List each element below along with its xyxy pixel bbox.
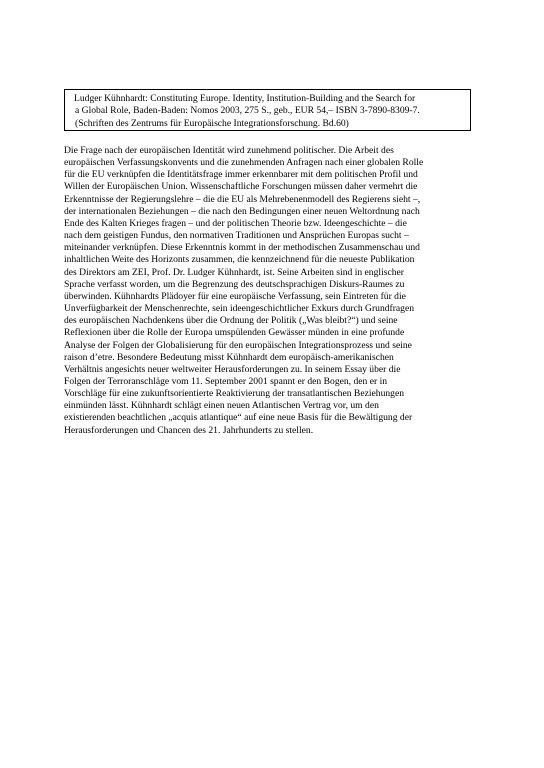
- review-line: Ende des Kalten Krieges fragen – und der politischen Theorie bzw. Ideengeschichte – die: [64, 217, 407, 229]
- review-line: überwinden. Kühnhardts Plädoyer für eine europäische Verfassung, sein Eintreten für die: [64, 290, 406, 302]
- review-line: der internationalen Beziehungen – die nach den Bedingungen einer neuen Weltordnung nach: [64, 205, 420, 217]
- citation-line: (Schriften des Zentrums für Europäische Integrationsforschung. Bd.60): [75, 117, 349, 129]
- review-line: Sprache verfasst worden, um die Begrenzung des deutschsprachigen Diskurs-Raumes zu: [64, 278, 405, 290]
- book-citation-box: [64, 89, 471, 131]
- review-line: einmünden lässt. Kühnhardt schlägt einen neuen Atlantischen Vertrag vor, um den: [64, 400, 379, 412]
- review-line: Analyse der Folgen der Globalisierung für den europäischen Integrationsprozess und seine: [64, 339, 412, 351]
- review-line: Verhältnis angesichts neuer weltweiter Herausforderungen zu. In seinem Essay über die: [64, 363, 401, 375]
- citation-line: a Global Role, Baden-Baden: Nomos 2003, 275 S., geb., EUR 54,– ISBN 3-7890-8309-7.: [75, 105, 420, 117]
- review-line: nach dem geistigen Fundus, den normativen Traditionen und Ansprüchen Europas sucht –: [64, 230, 409, 242]
- review-line: Erkenntnisse der Regierungslehre – die die EU als Mehrebenenmodell des Regierens sieht –,: [64, 193, 421, 205]
- review-line: des europäischen Nachdenkens über die Ordnung der Politik („Was bleibt?“) und seine: [64, 315, 398, 327]
- review-line: Vorschläge für eine zukunftsorientierte Reaktivierung der transatlantischen Beziehungen: [64, 388, 405, 400]
- review-line: Reflexionen über die Rolle der Europa umspülenden Gewässer münden in eine profunde: [64, 327, 405, 339]
- review-line: für die EU verknüpfen die Identitätsfrage immer erkennbarer mit dem politischen Profil und: [64, 169, 418, 181]
- review-line: inhaltlichen Weite des Horizonts zusammen, die kennzeichnend für die neueste Publikation: [64, 254, 415, 266]
- review-line: europäischen Verfassungskonvents und die zunehmenden Anfragen nach einer globalen Rolle: [64, 157, 424, 169]
- review-line: des Direktors am ZEI, Prof. Dr. Ludger Kühnhardt, ist. Seine Arbeiten sind in englischer: [64, 266, 404, 278]
- review-line: Willen der Europäischen Union. Wissenschaftliche Forschungen müssen daher vermehrt die: [64, 181, 418, 193]
- review-line: Unverfügbarkeit der Menschenrechte, sein ideengeschichtlicher Exkurs durch Grundfragen: [64, 303, 415, 315]
- review-line: Die Frage nach der europäischen Identität wird zunehmend politischer. Die Arbeit des: [64, 145, 394, 156]
- review-line: raison d’etre. Besondere Bedeutung misst Kühnhardt dem europäisch-amerikanischen: [64, 351, 394, 363]
- review-line: Herausforderungen und Chancen des 21. Jahrhunderts zu stellen.: [64, 424, 314, 436]
- review-line: existierenden beachtlichen „acquis atlantique“ auf eine neue Basis für die Bewältigung der: [64, 412, 413, 424]
- citation-line: Ludger Kühnhardt: Constituting Europe. Identity, Institution-Building and the Search for: [74, 93, 416, 104]
- review-text: [64, 145, 474, 437]
- review-line: Folgen der Terroranschläge vom 11. September 2001 spannt er den Bogen, den er in: [64, 375, 388, 387]
- review-line: miteinander verknüpfen. Diese Erkenntnis kommt in der methodischen Zusammenschau und: [64, 242, 420, 254]
